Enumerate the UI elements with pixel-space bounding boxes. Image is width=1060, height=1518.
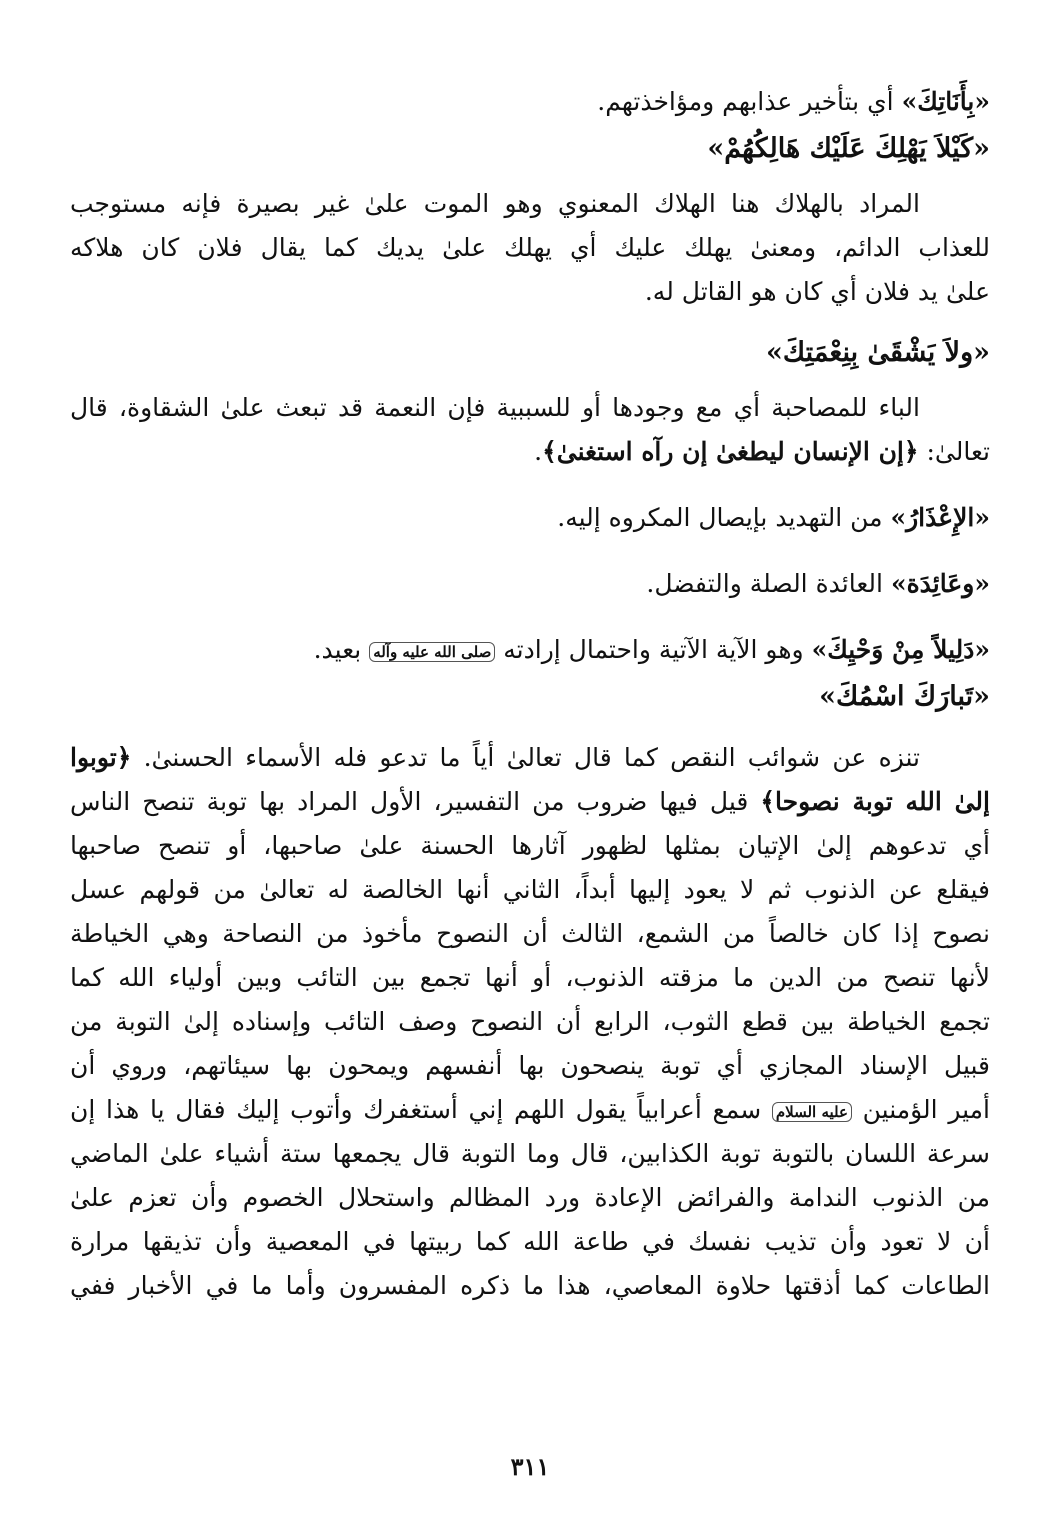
entry-aaida [70,562,990,606]
entry-aaida-term: «وعَائِدَة» [890,569,990,598]
paragraph-line: قبيل الإسناد المجازي أي توبة ينصحون بها أنفسهم ويمحون بها سيئاتهم، وروي أن [70,1051,990,1080]
entry-dalil [70,628,990,672]
page-number: ٣١١ [510,1452,550,1481]
heading-wala: «ولاَ يَشْقَىٰ بِنِعْمَتِكَ» [766,337,990,368]
text-fragment: قيل فيها ضروب من التفسير، الأول المراد بها توبة تنصح الناس [70,787,761,816]
paragraph-line [70,430,990,474]
quran-verse: ﴿إن الإنسان ليطغىٰ إن رآه استغنىٰ﴾ [542,437,919,466]
paragraph-halak [70,182,990,314]
paragraph-line: نصوح إذا كان خالصاً من الشمع، الثالث أن النصوح مأخوذ من النصاحة وهي الخياطة [70,919,990,948]
paragraph-line: لأنها تنصح من الدين ما مزقته الذنوب، أو أنها تجمع بين التائب وبين أولياء الله كما [70,963,990,992]
text-fragment: أمير الؤمنين [851,1095,990,1124]
heading-tabaraka: «تَبارَكَ اسْمُكَ» [819,681,990,712]
paragraph-line: الباء للمصاحبة أي مع وجودها أو للسببية فإن النعمة قد تبعث علىٰ الشقاوة، قال [70,393,920,422]
paragraph-line: من الذنوب الندامة والفرائض الإعادة ورد المظالم واستحلال الخصوم وأن تعزم علىٰ [70,1183,990,1212]
quran-verse: إلىٰ الله توبة نصوحا﴾ [760,787,990,816]
paragraph-line: فيقلع عن الذنوب ثم لا يعود إليها أبداً، الثاني أنها الخالصة له تعالىٰ من قولهم عسل [70,875,990,904]
paragraph-line: أن لا تعود وأن تذيب نفسك في طاعة الله كما ربيتها في المعصية وأن تذيقها مرارة [70,1227,990,1256]
paragraph-line: علىٰ يد فلان أي كان هو القاتل له. [644,277,990,306]
entry-dalil-term: «دَلِيلاً مِنْ وَحْيِكَ» [811,635,990,664]
paragraph-line: أي تدعوهم إلىٰ الإتيان بمثلها لظهور آثارها الحسنة علىٰ صاحبها، أو تنصح صاحبها [70,831,990,860]
text-fragment: سمع أعرابياً يقول اللهم إني أستغفرك وأتوب إليك فقال يا هذا إن [70,1095,772,1124]
entry-anatik-term: «بِأَنَاتِكَ» [901,87,990,116]
paragraph-line [70,736,990,780]
entry-iidhar-term: «الإِعْذَارُ» [890,503,990,532]
paragraph-line [70,1088,990,1132]
paragraph-tawba [70,736,990,1308]
text-fragment: تنزه عن شوائب النقص كما قال تعالىٰ أياً ما تدعو فله الأسماء الحسنىٰ. [131,743,920,772]
honorific-symbol: صلى الله عليه وآله [369,642,495,662]
paragraph-line: المراد بالهلاك هنا الهلاك المعنوي وهو الموت علىٰ غير بصيرة فإنه مستوجب [70,189,920,218]
entry-iidhar-text: من التهديد بإيصال المكروه إليه. [557,503,891,532]
text-fragment: . [534,437,543,466]
page-body [70,80,990,1518]
quran-verse: ﴿توبوا [70,743,132,772]
paragraph-line: سرعة اللسان بالتوبة توبة الكذابين، قال وما التوبة قال يجمعها ستة أشياء علىٰ الماضي [70,1139,990,1168]
entry-anatik [70,80,990,124]
honorific-symbol: عليه السلام [772,1102,852,1122]
paragraph-line: تجمع الخياطة بين قطع الثوب، الرابع أن النصوح وصف التائب وإسناده إلىٰ التوبة من [70,1007,990,1036]
entry-anatik-text: أي بتأخير عذابهم ومؤاخذتهم. [597,87,902,116]
text-fragment: تعالىٰ: [918,437,990,466]
entry-dalil-text-end: بعيد. [313,635,370,664]
heading-kayla: «كَيْلاَ يَهْلِكَ عَلَيْك هَالِكُهُمْ» [707,133,990,164]
paragraph-line [70,780,990,824]
entry-aaida-text: العائدة الصلة والتفضل. [646,569,891,598]
entry-iidhar [70,496,990,540]
paragraph-line: للعذاب الدائم، ومعنىٰ يهلك عليك أي يهلك علىٰ يديك كما يقال فلان كان هلاكه [70,233,990,262]
paragraph-line: الطاعات كما أذقتها حلاوة المعاصي، هذا ما ذكره المفسرون وأما ما في الأخبار ففي [70,1271,990,1300]
paragraph-baa [70,386,990,474]
entry-dalil-text: وهو الآية الآتية واحتمال إرادته [495,635,812,664]
